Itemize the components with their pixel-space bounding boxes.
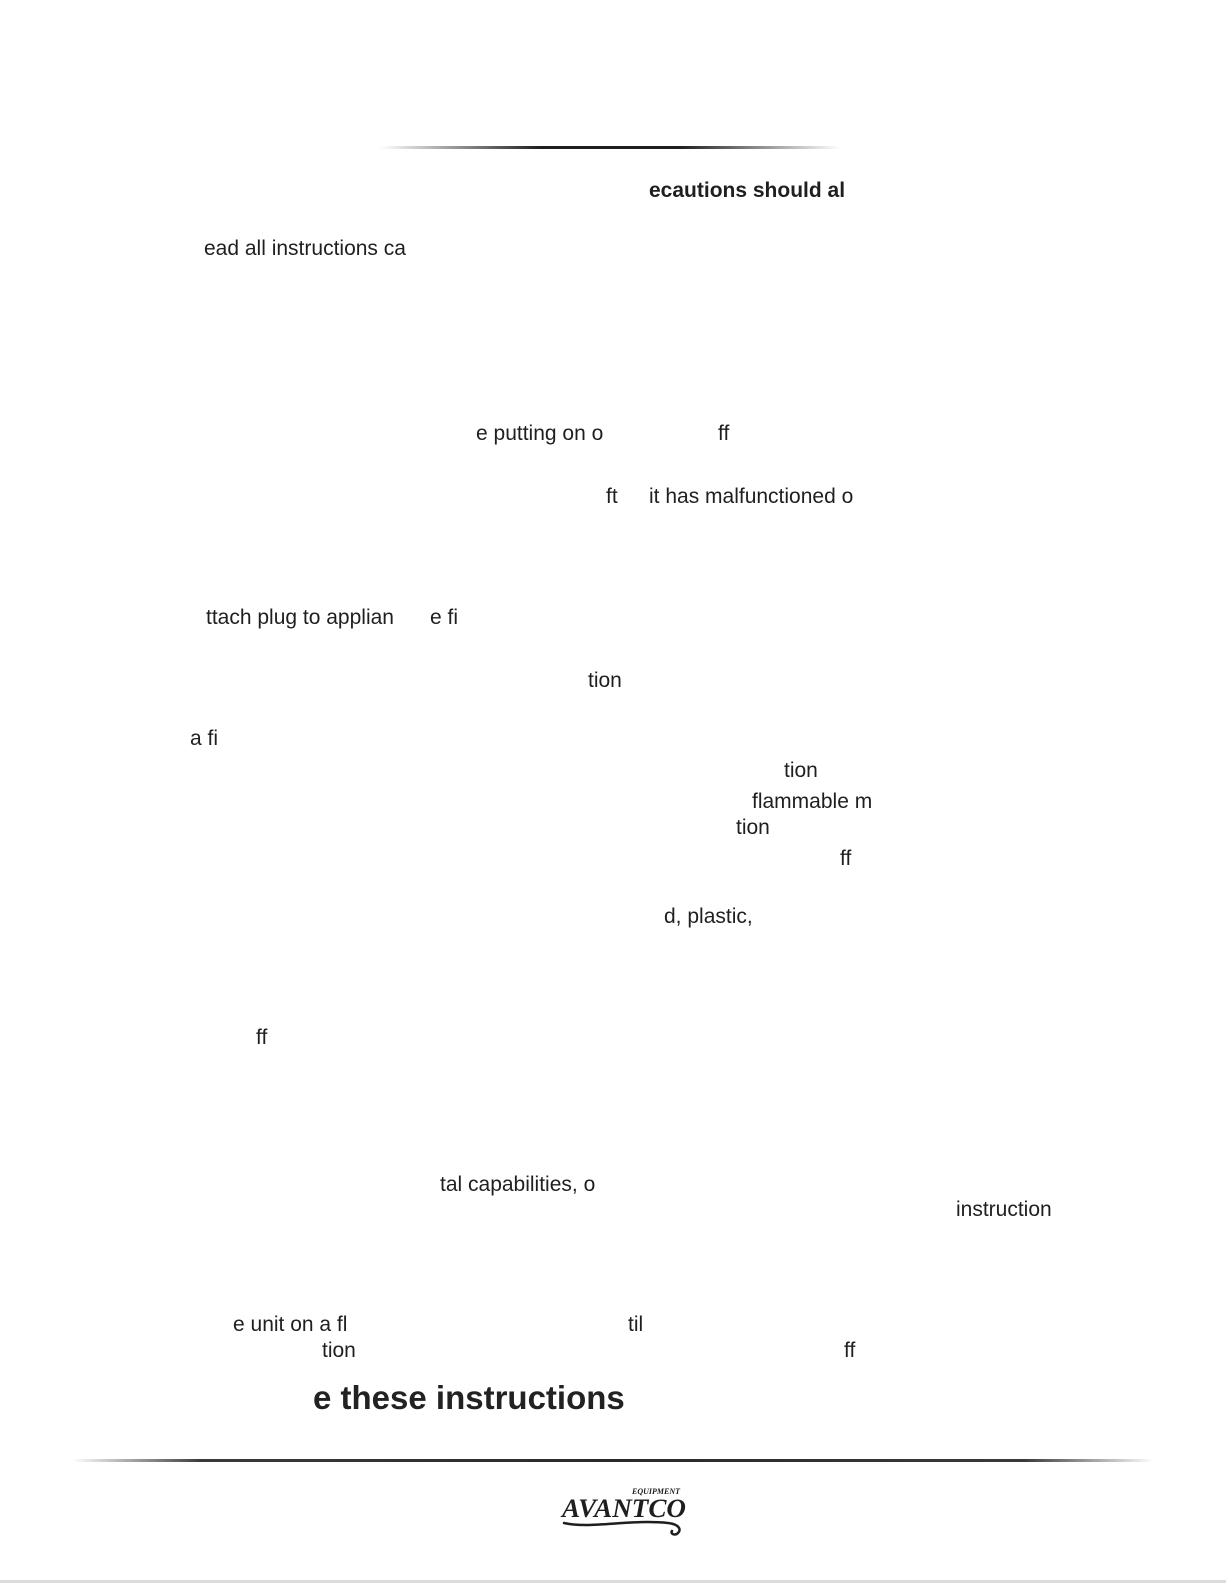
text-fragment: ft [606, 485, 618, 508]
bottom-divider [72, 1459, 1154, 1462]
save-instructions-heading: e these instructions [313, 1379, 625, 1416]
logo-wordmark: AVANTCO [560, 1494, 687, 1523]
text-fragment: instruction [956, 1198, 1052, 1221]
text-fragment: tal capabilities, o [440, 1173, 596, 1196]
text-fragment: e fi [430, 606, 459, 629]
text-fragment: ttach plug to applian [206, 606, 394, 629]
logo-subtext: EQUIPMENT [632, 1487, 681, 1496]
text-fragment: tion [588, 669, 622, 692]
avantco-logo [560, 1485, 700, 1545]
text-fragment: tion [736, 816, 770, 839]
avantco-logo-mark [560, 1485, 700, 1545]
text-fragment: ff [718, 422, 730, 445]
safety-heading-fragment: ecautions should al [649, 179, 846, 202]
text-fragment: ff [844, 1339, 856, 1362]
text-fragment: flammable m [752, 790, 873, 813]
text-fragment: ff [840, 847, 852, 870]
text-fragment: d, plastic, [664, 905, 753, 928]
text-fragment: e putting on o [476, 422, 604, 445]
text-fragment: tion [784, 759, 818, 782]
top-divider [380, 146, 840, 149]
text-fragment: it has malfunctioned o [649, 485, 854, 508]
text-fragment: tion [322, 1339, 356, 1362]
text-fragment: e unit on a fl [233, 1313, 348, 1336]
text-fragment: til [628, 1313, 644, 1336]
text-fragment: a fi [190, 727, 219, 750]
logo-swoosh [564, 1522, 680, 1534]
text-fragment: ead all instructions ca [204, 237, 406, 260]
text-fragment: ff [256, 1026, 268, 1049]
